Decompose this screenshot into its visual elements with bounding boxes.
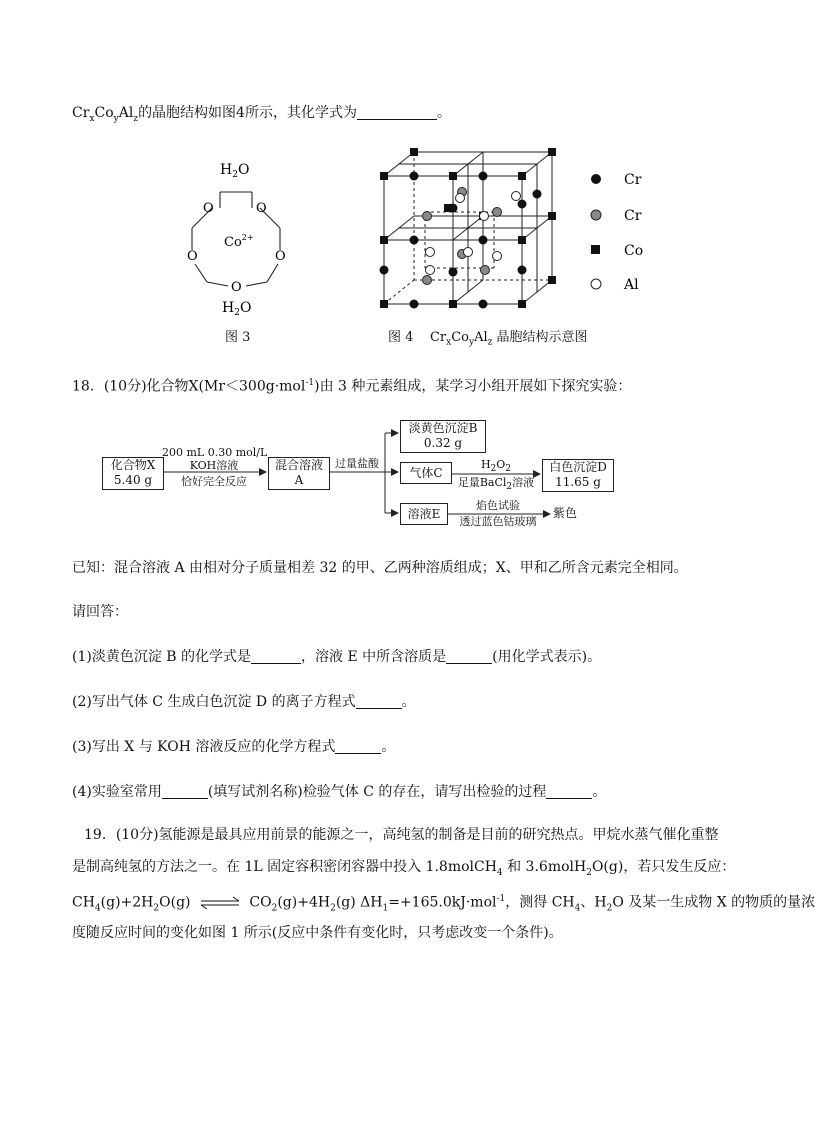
answer-blank-reagent[interactable] — [162, 784, 208, 799]
answer-blank-ion-eq[interactable] — [356, 694, 402, 709]
reversible-arrow-icon — [199, 897, 241, 909]
ring-oxygen: O — [231, 280, 242, 295]
answer-blank-process[interactable] — [546, 784, 592, 799]
ring-oxygen: O — [187, 249, 198, 264]
precipitate-d-box: 白色沉淀D 11.65 g — [542, 459, 614, 492]
q19-line2: 是制高纯氢的方法之一。在 1L 固定容积密闭容器中投入 1.8molCH$_4$ 和 3.6molH$_2$O(g)，若只发生反应： — [72, 859, 736, 878]
ring-oxygen: O — [203, 201, 214, 216]
cobalt-ion: $Co^{2+}$ — [224, 233, 254, 250]
legend-label: Al — [624, 277, 639, 293]
fig3-caption: 图 3 — [225, 330, 251, 345]
intro-line: $Cr_xCo_yAl_z$的晶胞结构如图4所示，其化学式为 。 — [72, 105, 451, 124]
formula-cr: Cr — [72, 105, 90, 121]
acid-label: 过量盐酸 — [335, 457, 379, 470]
fig4-caption: 图 4 $Cr_xCo_yAl_z$ 晶胞结构示意图 — [388, 330, 588, 348]
q18-part2: (2)写出气体 C 生成白色沉淀 D 的离子方程式 。 — [72, 694, 416, 710]
legend-label: Cr — [624, 208, 642, 224]
ring-oxygen: O — [275, 249, 286, 264]
ring-oxygen: O — [256, 201, 267, 216]
legend-label: Co — [624, 243, 644, 259]
fig3-top-water: $H_2O$ — [220, 162, 250, 180]
q18-part1: (1)淡黄色沉淀 B 的化学式是 ，溶液 E 中所含溶质是 (用化学式表示)。 — [72, 649, 602, 665]
compound-x-box: 化合物X 5.40 g — [102, 457, 164, 490]
q19-line4: 度随反应时间的变化如图 1 所示(反应中条件有变化时，只考虑改变一个条件)。 — [72, 925, 563, 941]
answer-blank-e[interactable] — [446, 649, 492, 664]
q19-line3-equation: $CH_4(g)+2H_2O(g)$ $CO_2(g)+4H_2(g)$ $\Delta H_1=+165.0kJ\cdot mol^{-1}$，测得 $CH_4$、$H_2O$ 及某一生成物 X 的物质的量浓 — [72, 894, 815, 914]
q18-known: 已知：混合溶液 A 由相对分子质量相差 32 的甲、乙两种溶质组成；X、甲和乙所含元素完全相同。 — [72, 560, 688, 576]
q19-line1: 19．(10分)氢能源是最具应用前景的能源之一，高纯氢的制备是目前的研究热点。甲烷水蒸气催化重整 — [84, 827, 719, 843]
mixed-solution-a-box: 混合溶液 A — [268, 457, 330, 490]
h2o2-label: $H_2O_2$ — [480, 458, 512, 475]
q18-part4: (4)实验室常用 (填写试剂名称)检验气体 C 的存在，请写出检验的过程 。 — [72, 784, 607, 800]
flame-test-label: 焰色试验 透过蓝色钴玻璃 — [459, 499, 537, 528]
precipitate-b-box: 淡黄色沉淀B 0.32 g — [400, 420, 486, 453]
koh-reagent-label: 200 mL 0.30 mol/L KOH溶液 恰好完全反应 — [162, 446, 268, 488]
purple-result: 紫色 — [553, 506, 578, 520]
legend-label: Cr — [624, 172, 642, 188]
q18-please: 请回答： — [72, 604, 128, 620]
fig3-bottom-water: $H_2O$ — [222, 300, 252, 318]
q18-part3: (3)写出 X 与 KOH 溶液反应的化学方程式 。 — [72, 739, 396, 755]
bacl2-label: 足量BaCl$_2$溶液 — [457, 476, 535, 493]
answer-blank-b[interactable] — [251, 649, 301, 664]
q18-title: 18．(10分)化合物X(Mr＜300g·mol$^{-1}$)由 3 种元素组成，某学习小组开展如下探究实验： — [72, 378, 632, 395]
gas-c-box: 气体C — [400, 462, 452, 484]
answer-blank-chem-eq[interactable] — [335, 739, 381, 754]
solution-e-box: 溶液E — [400, 503, 448, 525]
